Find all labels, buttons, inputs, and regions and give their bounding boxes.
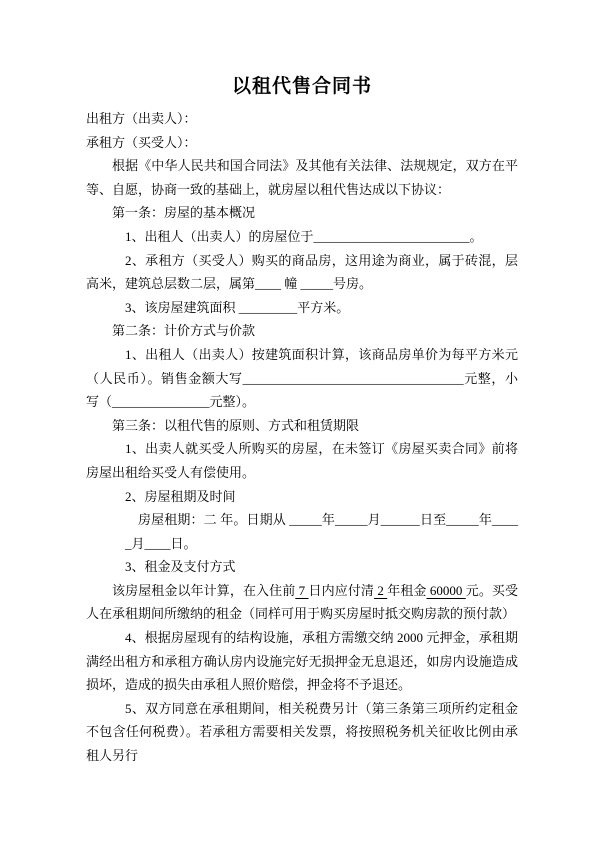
text-run: 1、出卖人就买受人所购买的房屋，在未签订《房屋买卖合同》前将房屋出租给买受人有偿使用。 [86, 441, 518, 480]
text-run: 出租方（出卖人）： [86, 111, 197, 126]
text-run: 房屋租期：二 年。日期从 _____年_____月______日至_____年_____月____日。 [125, 512, 518, 551]
paragraph [86, 343, 518, 414]
paragraph [86, 414, 518, 438]
text-run: 日内应付清 [308, 582, 375, 598]
paragraph [86, 201, 518, 225]
paragraph [86, 319, 518, 343]
text-run: 第一条：房屋的基本概况 [112, 205, 256, 221]
text-run: 2、房屋租期及时间 [125, 488, 236, 504]
underlined-blank-text: 60000 [426, 582, 466, 598]
text-run: 该房屋租金以年计算，在入住前 [112, 582, 296, 598]
paragraph [86, 697, 518, 768]
paragraph [86, 508, 518, 555]
paragraph [86, 249, 518, 296]
text-run: 元。买受人在承租期间所缴纳的租金（同样可用于购买房屋时抵交购房款的预付款） [86, 582, 519, 622]
document-body [86, 107, 518, 768]
text-run: 3、该房屋建筑面积 _________平方米。 [125, 299, 350, 315]
text-run: 3、租金及支付方式 [125, 559, 236, 575]
text-run: 承租方（买受人）： [86, 134, 197, 150]
paragraph [86, 154, 518, 201]
underlined-blank-text: 2 [374, 582, 388, 598]
paragraph [86, 437, 518, 484]
text-run: 5、双方同意在承租期间，相关税费另计（第三条第三项所约定租金不包含任何税费）。若承租方需要相关发票，将按照税务机关征收比例由承租人另行 [86, 700, 518, 764]
text-run: 4、根据房屋现有的结构设施，承租方需缴交纳 2000 元押金，承租期满经出租方和承租方确认房内设施完好无损押金无息退还，如房内设施造成损坏，造成的损失由承租人照价赔偿，押金将不予退还。 [86, 630, 518, 693]
text-run: 1、出租人（出卖人）的房屋位于________________________。 [125, 228, 483, 244]
underlined-blank-text: 7 [295, 582, 309, 598]
document-title: 以租代售合同书 [231, 76, 372, 97]
text-run: 第三条：以租代售的原则、方式和租赁期限 [112, 417, 360, 433]
paragraph [86, 225, 518, 249]
paragraph [86, 131, 518, 155]
paragraph [86, 579, 518, 626]
text-run: 2、承租方（买受人）购买的商品房，这用途为商业，属于砖混，层高米，建筑总层数二层，属第____ 幢 _____号房。 [86, 252, 518, 292]
paragraph [86, 555, 518, 579]
paragraph [86, 296, 518, 320]
text-run: 1、出租人（出卖人）按建筑面积计算，该商品房单价为每平方米元（人民币）。销售金额大写__________________________________元整，小写（_______________元整）。 [86, 346, 518, 410]
text-run: 第二条：计价方式与价款 [112, 323, 256, 339]
paragraph [86, 626, 518, 697]
text-run: 年租金 [387, 582, 427, 598]
text-run: 根据《中华人民共和国合同法》及其他有关法律、法规规定，双方在平等、自愿，协商一致的基础上，就房屋以租代售达成以下协议： [86, 158, 518, 197]
paragraph [86, 107, 518, 131]
paragraph [86, 485, 518, 509]
